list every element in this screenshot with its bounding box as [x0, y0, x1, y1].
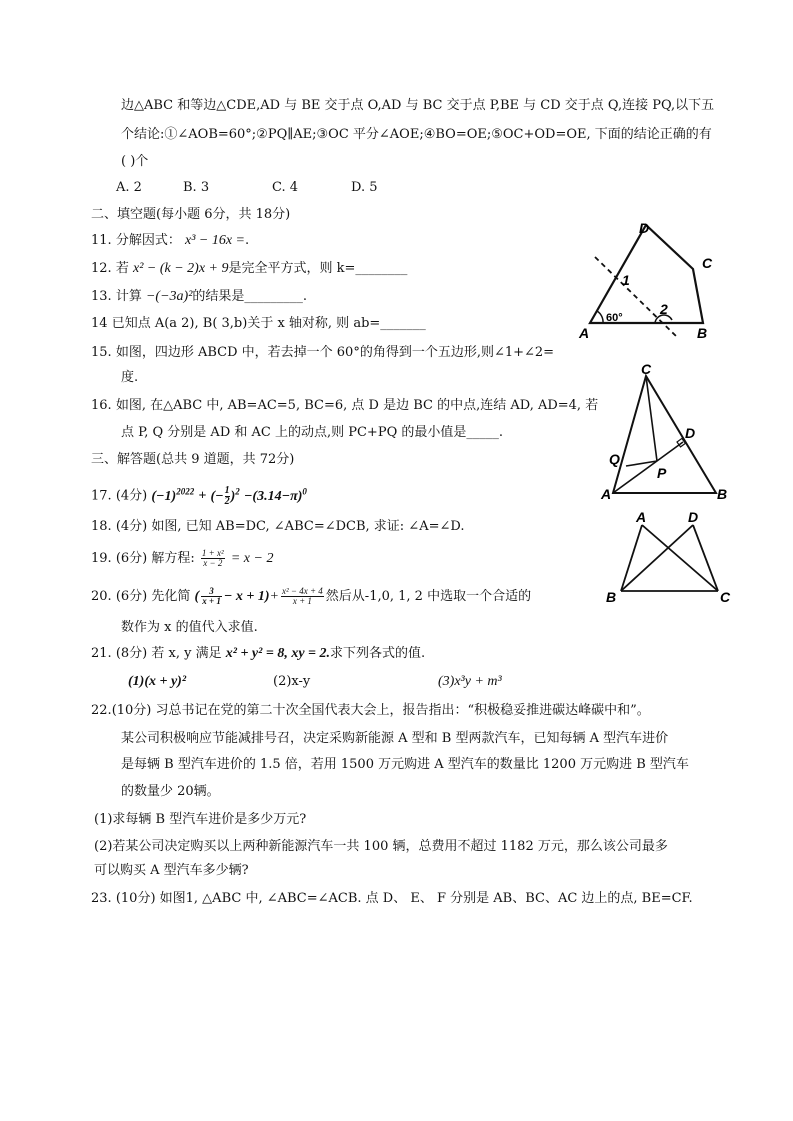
q11-expr: x³ − 16x =: [184, 233, 246, 248]
q21-expr: x² + y² = 8, xy = 2.: [225, 646, 331, 661]
q11-label: 11.: [91, 233, 112, 248]
fig1-angle-60: 60°: [606, 312, 623, 324]
fig3-label-d: D: [688, 509, 699, 525]
fig3-label-b: B: [606, 589, 617, 605]
q20-points: (6分): [115, 589, 148, 604]
q10-option-b: B. 3: [183, 180, 210, 195]
fig1-label-d: D: [639, 220, 650, 236]
q13: [91, 288, 307, 306]
q10-option-a: A. 2: [116, 180, 142, 195]
q17-plus: +: [198, 488, 207, 504]
q21: [91, 645, 425, 663]
q13-tail: 的结果是_________.: [192, 289, 308, 304]
q14-text: 已知点 A(a 2), B( 3,b)关于 x 轴对称, 则 ab=_______: [111, 316, 426, 331]
q22-line4: 的数量少 20辆。: [121, 784, 220, 799]
q12: [91, 260, 407, 278]
q23-label: 23.: [91, 891, 112, 906]
q20-tail: 然后从-1,0, 1, 2 中选取一个合适的: [325, 589, 532, 604]
q18-label: 18.: [91, 519, 112, 534]
q23-text: (10分) 如图1, △ABC 中, ∠ABC=∠ACB. 点 D、 E、 F 分别是 AB、BC、AC 边上的点, BE=CF.: [115, 891, 693, 906]
figure-quadrilateral: [575, 215, 725, 345]
q21-part2: (2)x-y: [273, 674, 311, 689]
q15: [91, 344, 554, 362]
cut-line: [595, 257, 677, 337]
fig2-label-b: B: [717, 486, 728, 502]
fig1-label-b: B: [697, 325, 708, 341]
fig2-label-c: C: [641, 362, 652, 377]
q19-text: 解方程:: [151, 551, 195, 566]
fig2-label-q: Q: [609, 451, 620, 467]
q18-points: (4分): [115, 519, 148, 534]
q16-text: 如图, 在△ABC 中, AB=AC=5, BC=6, 点 D 是边 BC 的中点,连结 AD, AD=4, 若: [115, 398, 599, 413]
q22-sub2b: 可以购买 A 型汽车多少辆?: [94, 863, 249, 878]
q20-expr1: ( $\frac{3}{x + 1}$ − x + 1): [194, 586, 270, 607]
fig1-label-a: A: [579, 325, 590, 341]
q11-text: 分解因式：: [115, 233, 181, 248]
q12-label: 12.: [91, 261, 112, 276]
q15-line2: 度.: [121, 370, 139, 385]
q17: [91, 482, 307, 507]
q13-expr: −(−3a)²: [145, 289, 193, 304]
fig1-label-c: C: [702, 255, 713, 271]
q17-points: (4分): [115, 488, 148, 504]
q22-sub2: (2)若某公司决定购买以上两种新能源汽车一共 100 辆，总费用不超过 1182 万元，那么该公司最多: [94, 839, 668, 854]
segment-cp: [646, 376, 657, 461]
q16: [91, 397, 598, 415]
q10-line1: 边△ABC 和等边△CDE,AD 与 BE 交于点 O,AD 与 BC 交于点 P,BE 与 CD 交于点 Q,连接 PQ,以下五: [121, 98, 715, 113]
q22-label: 22.: [91, 703, 112, 718]
q10-line2: 个结论:①∠AOB=60°;②PQ∥AE;③OC 平分∠AOE;④BO=OE;⑤OC+OD=OE, 下面的结论正确的有: [121, 127, 712, 142]
q21-part3: (3)x³y + m³: [438, 674, 502, 689]
fig2-label-a: A: [601, 486, 612, 502]
angle-60-arc: [597, 311, 603, 323]
q19-points: (6分): [115, 551, 148, 566]
q23: [91, 890, 693, 908]
q15-label: 15.: [91, 345, 112, 360]
figure-abdc: [600, 508, 740, 608]
q19-label: 19.: [91, 551, 112, 566]
q22-sub1: (1)求每辆 B 型汽车进价是多少万元?: [94, 812, 307, 827]
fig1-angle-2: 2: [660, 301, 668, 317]
q18-text: 如图, 已知 AB=DC, ∠ABC=∠DCB, 求证: ∠A=∠D.: [151, 519, 465, 534]
q19: [91, 549, 273, 568]
q22-line3: 是每辆 B 型汽车进价的 1.5 倍，若用 1500 万元购进 A 型汽车的数量比 1200 万元购进 B 型汽车: [121, 757, 689, 772]
q13-text: 计算: [115, 289, 142, 304]
segment-ac: [642, 525, 718, 591]
q10-option-d: D. 5: [351, 180, 378, 195]
section2-heading: 二、填空题(每小题 6分，共 18分): [91, 207, 291, 222]
q21-part1: (1)(x + y)²: [128, 674, 187, 689]
figure-triangle-pq: [595, 362, 740, 507]
q20-fraction2: $\frac{\text{x² − 4x + 4}}{x + 1}$: [281, 586, 323, 606]
q10-option-c: C. 4: [272, 180, 299, 195]
q19-fraction: $\frac{\text{1 + x²}}{x - 2}$: [201, 548, 224, 568]
q18: [91, 518, 464, 536]
q16-label: 16.: [91, 398, 112, 413]
segment-ad: [613, 442, 683, 493]
fig2-label-d: D: [685, 425, 696, 441]
q21-points: (8分): [115, 646, 148, 661]
q20-text: 先化简: [151, 589, 191, 604]
q20-line2: 数作为 x 的值代入求值.: [121, 620, 258, 635]
q21-tail: 求下列各式的值.: [330, 646, 426, 661]
q10-line3: ( )个: [121, 154, 149, 169]
q15-text: 如图，四边形 ABCD 中，若去掉一个 60°的角得到一个五边形,则∠1+∠2=: [115, 345, 555, 360]
q12-text: 若: [115, 261, 129, 276]
q13-label: 13.: [91, 289, 112, 304]
q21-label: 21.: [91, 646, 112, 661]
q22-line1: 22.(10分) 习总书记在党的第二十次全国代表大会上，报告指出：“积极稳妥推进碳达峰碳中和”。: [91, 703, 650, 718]
fig1-angle-1: 1: [622, 272, 630, 288]
q12-expr: x² − (k − 2)x + 9: [132, 261, 229, 276]
q14-label: 14: [91, 316, 108, 331]
q21-text: 若 x, y 满足: [151, 646, 222, 661]
fig3-label-a: A: [636, 509, 647, 525]
q17-label: 17.: [91, 488, 112, 504]
q14: [91, 315, 426, 333]
q20-label: 20.: [91, 589, 112, 604]
fig2-label-p: P: [657, 465, 667, 481]
q22-line2: 某公司积极响应节能减排号召，决定采购新能源 A 型和 B 型两款汽车，已知每辆 A 型汽车进价: [121, 731, 669, 746]
q11: [91, 232, 249, 250]
q12-tail: 是完全平方式，则 k=________: [228, 261, 408, 276]
fig3-label-c: C: [720, 589, 731, 605]
q11-tail: .: [245, 233, 250, 248]
section3-heading: 三、解答题(总共 9 道题，共 72分): [91, 452, 295, 467]
q16-line2: 点 P, Q 分别是 AD 和 AC 上的动点,则 PC+PQ 的最小值是_____.: [121, 425, 503, 440]
q17-term-b: (− $\frac{1}{2})^2$: [210, 484, 240, 507]
q20: 20. (6分) 先化简 ( $\frac{3}{x + 1}$ − x + 1)+ $\frac{\text{x² − 4x + 4}}{x + 1}$ 然后从-1,0, 1, 2 中选取一个合适的: [91, 586, 532, 607]
q17-term-a: $(-1)^{2022}$: [151, 486, 195, 504]
q19-tail: = x − 2: [230, 551, 274, 566]
q17-term-c: $-(3.14-\pi)^0$: [243, 486, 307, 504]
